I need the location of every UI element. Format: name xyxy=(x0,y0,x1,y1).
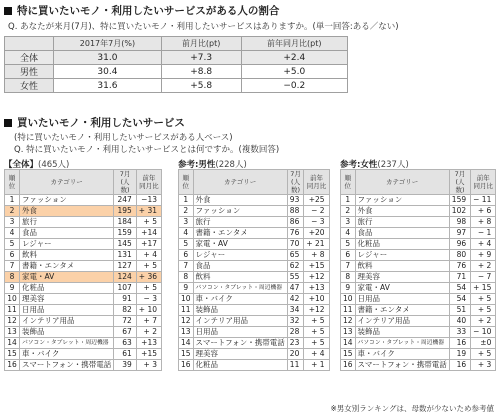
yoy-change: + 5 xyxy=(136,261,161,272)
rank-row xyxy=(5,206,162,217)
rank-row xyxy=(5,250,162,261)
footnote: ※男女別ランキングは、母数が少ないため参考値 xyxy=(330,404,494,413)
yoy-change: + 2 xyxy=(471,316,496,327)
rank-row xyxy=(341,294,496,305)
category-name: 家電・AV xyxy=(20,272,114,283)
rank-row xyxy=(179,327,330,338)
category-name: 食品 xyxy=(355,228,449,239)
people-count: 82 xyxy=(114,305,137,316)
yoy-change: −13 xyxy=(136,195,161,206)
rank-header-rank: 順位 xyxy=(5,170,20,195)
rank-number: 14 xyxy=(341,338,356,349)
rank-number: 16 xyxy=(5,360,20,371)
category-name: 装飾品 xyxy=(20,327,114,338)
summary-row: 女性 31.6 +5.8 −0.2 xyxy=(5,79,348,93)
yoy-change: + 8 xyxy=(471,217,496,228)
rank-row xyxy=(179,250,330,261)
rank-title-female: 参考:女性(237人) xyxy=(340,160,409,170)
rank-row xyxy=(341,195,496,206)
category-name: 書籍・エンタメ xyxy=(193,228,287,239)
yoy-change: − 3 xyxy=(304,217,329,228)
yoy-change: + 4 xyxy=(304,349,329,360)
yoy-change: + 6 xyxy=(471,206,496,217)
rank-row xyxy=(341,272,496,283)
yoy-change: + 3 xyxy=(471,360,496,371)
people-count: 34 xyxy=(287,305,304,316)
category-name: 飲料 xyxy=(193,272,287,283)
rank-row xyxy=(341,239,496,250)
rank-header-people: 7月 (人数) xyxy=(287,170,304,195)
ranking-table-overall xyxy=(4,169,162,371)
rank-row xyxy=(5,228,162,239)
rank-number: 1 xyxy=(341,195,356,206)
rank-row xyxy=(5,327,162,338)
yoy-change: + 2 xyxy=(471,261,496,272)
rank-number: 3 xyxy=(5,217,20,228)
people-count: 131 xyxy=(114,250,137,261)
rank-number: 12 xyxy=(5,316,20,327)
category-name: パソコン・タブレット・周辺機器 xyxy=(355,338,449,349)
rank-header-category: カテゴリー xyxy=(20,170,114,195)
people-count: 65 xyxy=(287,250,304,261)
rank-header-change: 前年 同月比 xyxy=(136,170,161,195)
yoy-change: − 7 xyxy=(471,272,496,283)
yoy-change: + 5 xyxy=(304,338,329,349)
question-text: Q. あなたが来月(7月)、特に買いたいモノ・利用したいサービスはありますか。(単一回答:ある／ない) xyxy=(8,22,399,32)
rank-row xyxy=(341,338,496,349)
people-count: 23 xyxy=(287,338,304,349)
category-name: 書籍・エンタメ xyxy=(355,305,449,316)
people-count: 16 xyxy=(449,338,470,349)
rank-row xyxy=(5,305,162,316)
rank-number: 10 xyxy=(179,294,194,305)
rank-number: 7 xyxy=(5,261,20,272)
summary-row: 全体 31.0 +7.3 +2.4 xyxy=(5,51,348,65)
people-count: 54 xyxy=(449,294,470,305)
rank-number: 5 xyxy=(5,239,20,250)
category-name: 旅行 xyxy=(20,217,114,228)
rank-title-overall: 【全体】(465人) xyxy=(4,160,70,170)
rank-number: 10 xyxy=(341,294,356,305)
yoy-change: + 5 xyxy=(471,305,496,316)
yoy-change: − 3 xyxy=(136,294,161,305)
people-count: 40 xyxy=(449,316,470,327)
yoy-change: + 9 xyxy=(471,250,496,261)
category-name: 車・バイク xyxy=(355,349,449,360)
yoy-change: +20 xyxy=(304,228,329,239)
rank-row xyxy=(179,305,330,316)
yoy-change: + 36 xyxy=(136,272,161,283)
section-title-ratio: 特に買いたいモノ・利用したいサービスがある人の割合 xyxy=(4,3,279,18)
yoy-change: − 10 xyxy=(471,327,496,338)
yoy-change: + 5 xyxy=(471,349,496,360)
rank-header-category: カテゴリー xyxy=(193,170,287,195)
rank-number: 4 xyxy=(179,228,194,239)
category-name: スマートフォン・携帯電話 xyxy=(20,360,114,371)
rank-number: 8 xyxy=(341,272,356,283)
people-count: 159 xyxy=(449,195,470,206)
people-count: 20 xyxy=(287,349,304,360)
rank-number: 4 xyxy=(341,228,356,239)
rank-row xyxy=(5,360,162,371)
rank-number: 12 xyxy=(179,316,194,327)
rank-header-people: 7月 (人数) xyxy=(114,170,137,195)
square-bullet-icon xyxy=(4,7,12,15)
rank-row xyxy=(5,217,162,228)
rank-number: 6 xyxy=(179,250,194,261)
rank-header-category: カテゴリー xyxy=(355,170,449,195)
rank-row xyxy=(341,349,496,360)
summary-header xyxy=(5,37,54,51)
category-name: 家電・AV xyxy=(193,239,287,250)
category-name: ファッション xyxy=(20,195,114,206)
rank-number: 12 xyxy=(341,316,356,327)
section-title-items: 買いたいモノ・利用したいサービス xyxy=(4,115,185,130)
rank-row xyxy=(341,305,496,316)
yoy-change: + 5 xyxy=(471,294,496,305)
people-count: 55 xyxy=(287,272,304,283)
category-name: ファッション xyxy=(355,195,449,206)
rank-header-rank: 順位 xyxy=(341,170,356,195)
yoy-change: − 1 xyxy=(471,228,496,239)
yoy-change: + 4 xyxy=(471,239,496,250)
people-count: 16 xyxy=(449,360,470,371)
rank-row xyxy=(5,316,162,327)
yoy-change: + 10 xyxy=(136,305,161,316)
people-count: 102 xyxy=(449,206,470,217)
people-count: 98 xyxy=(449,217,470,228)
people-count: 70 xyxy=(287,239,304,250)
category-name: 食品 xyxy=(193,261,287,272)
rank-row xyxy=(179,206,330,217)
category-name: 理美容 xyxy=(355,272,449,283)
rank-number: 16 xyxy=(341,360,356,371)
people-count: 39 xyxy=(114,360,137,371)
summary-table xyxy=(4,36,348,93)
category-name: パソコン・タブレット・周辺機器 xyxy=(20,338,114,349)
people-count: 195 xyxy=(114,206,137,217)
people-count: 33 xyxy=(449,327,470,338)
rank-number: 13 xyxy=(179,327,194,338)
category-name: ファッション xyxy=(193,206,287,217)
yoy-change: +15 xyxy=(304,261,329,272)
rank-number: 8 xyxy=(179,272,194,283)
category-name: 食品 xyxy=(20,228,114,239)
rank-number: 10 xyxy=(5,294,20,305)
rank-row xyxy=(341,206,496,217)
rank-row xyxy=(179,228,330,239)
category-name: 外食 xyxy=(20,206,114,217)
people-count: 72 xyxy=(114,316,137,327)
rank-number: 11 xyxy=(179,305,194,316)
category-name: 車・バイク xyxy=(20,349,114,360)
rank-number: 7 xyxy=(179,261,194,272)
people-count: 76 xyxy=(287,228,304,239)
category-name: 日用品 xyxy=(355,294,449,305)
rank-number: 15 xyxy=(5,349,20,360)
rank-number: 11 xyxy=(5,305,20,316)
yoy-change: + 7 xyxy=(136,316,161,327)
yoy-change: +14 xyxy=(136,228,161,239)
rank-row xyxy=(179,294,330,305)
category-name: 理美容 xyxy=(193,349,287,360)
people-count: 145 xyxy=(114,239,137,250)
yoy-change: + 5 xyxy=(304,316,329,327)
people-count: 97 xyxy=(449,228,470,239)
yoy-change: + 8 xyxy=(304,250,329,261)
people-count: 247 xyxy=(114,195,137,206)
category-name: パソコン・タブレット・周辺機器 xyxy=(193,283,287,294)
rank-number: 15 xyxy=(179,349,194,360)
yoy-change: + 21 xyxy=(304,239,329,250)
people-count: 96 xyxy=(449,239,470,250)
people-count: 28 xyxy=(287,327,304,338)
rank-number: 6 xyxy=(5,250,20,261)
summary-row: 男性 30.4 +8.8 +5.0 xyxy=(5,65,348,79)
people-count: 11 xyxy=(287,360,304,371)
yoy-change: + 31 xyxy=(136,206,161,217)
rank-row xyxy=(341,283,496,294)
rank-header-rank: 順位 xyxy=(179,170,194,195)
rank-number: 6 xyxy=(341,250,356,261)
category-name: 化粧品 xyxy=(20,283,114,294)
summary-header: 2017年7月(%) xyxy=(54,37,162,51)
rank-number: 5 xyxy=(179,239,194,250)
rank-number: 5 xyxy=(341,239,356,250)
question-text-2: Q. 特に買いたいモノ・利用したいサービスとは何ですか。(複数回答) xyxy=(14,145,280,155)
rank-row xyxy=(179,349,330,360)
rank-row xyxy=(179,239,330,250)
people-count: 67 xyxy=(114,327,137,338)
rank-row xyxy=(341,261,496,272)
rank-row xyxy=(5,338,162,349)
rank-row xyxy=(179,195,330,206)
rank-row xyxy=(5,195,162,206)
people-count: 107 xyxy=(114,283,137,294)
people-count: 91 xyxy=(114,294,137,305)
category-name: レジャー xyxy=(193,250,287,261)
people-count: 86 xyxy=(287,217,304,228)
category-name: 旅行 xyxy=(355,217,449,228)
category-name: インテリア用品 xyxy=(355,316,449,327)
people-count: 32 xyxy=(287,316,304,327)
rank-row xyxy=(341,250,496,261)
category-name: 飲料 xyxy=(355,261,449,272)
rank-row xyxy=(179,217,330,228)
rank-number: 4 xyxy=(5,228,20,239)
yoy-change: +13 xyxy=(304,283,329,294)
ranking-table-female xyxy=(340,169,496,371)
people-count: 71 xyxy=(449,272,470,283)
rank-number: 1 xyxy=(179,195,194,206)
people-count: 184 xyxy=(114,217,137,228)
category-name: 理美容 xyxy=(20,294,114,305)
category-name: レジャー xyxy=(355,250,449,261)
yoy-change: − 2 xyxy=(304,206,329,217)
rank-number: 13 xyxy=(5,327,20,338)
rank-number: 15 xyxy=(341,349,356,360)
yoy-change: +25 xyxy=(304,195,329,206)
category-name: インテリア用品 xyxy=(193,316,287,327)
rank-number: 2 xyxy=(179,206,194,217)
rank-row xyxy=(341,316,496,327)
rank-number: 9 xyxy=(341,283,356,294)
base-note: (特に買いたいモノ・利用したいサービスがある人ベース) xyxy=(14,133,233,143)
yoy-change: +13 xyxy=(136,338,161,349)
category-name: 車・バイク xyxy=(193,294,287,305)
people-count: 76 xyxy=(449,261,470,272)
category-name: 外食 xyxy=(193,195,287,206)
category-name: スマートフォン・携帯電話 xyxy=(355,360,449,371)
yoy-change: + 15 xyxy=(471,283,496,294)
category-name: 家電・AV xyxy=(355,283,449,294)
category-name: 日用品 xyxy=(193,327,287,338)
rank-row xyxy=(5,239,162,250)
rank-number: 11 xyxy=(341,305,356,316)
category-name: 外食 xyxy=(355,206,449,217)
rank-row xyxy=(179,261,330,272)
yoy-change: ±0 xyxy=(471,338,496,349)
yoy-change: +10 xyxy=(304,294,329,305)
people-count: 47 xyxy=(287,283,304,294)
category-name: 化粧品 xyxy=(193,360,287,371)
category-name: 装飾品 xyxy=(355,327,449,338)
rank-number: 9 xyxy=(179,283,194,294)
rank-number: 2 xyxy=(5,206,20,217)
people-count: 159 xyxy=(114,228,137,239)
people-count: 54 xyxy=(449,283,470,294)
yoy-change: + 3 xyxy=(136,360,161,371)
yoy-change: +15 xyxy=(136,349,161,360)
category-name: 旅行 xyxy=(193,217,287,228)
yoy-change: − 11 xyxy=(471,195,496,206)
category-name: スマートフォン・携帯電話 xyxy=(193,338,287,349)
yoy-change: + 5 xyxy=(304,327,329,338)
people-count: 88 xyxy=(287,206,304,217)
rank-header-change: 前年 同月比 xyxy=(304,170,329,195)
square-bullet-icon xyxy=(4,119,12,127)
rank-row xyxy=(341,217,496,228)
summary-header: 前月比(pt) xyxy=(161,37,241,51)
rank-row xyxy=(179,360,330,371)
people-count: 51 xyxy=(449,305,470,316)
rank-number: 14 xyxy=(5,338,20,349)
rank-number: 3 xyxy=(341,217,356,228)
yoy-change: + 5 xyxy=(136,283,161,294)
rank-number: 7 xyxy=(341,261,356,272)
yoy-change: + 1 xyxy=(304,360,329,371)
rank-row xyxy=(341,228,496,239)
rank-row xyxy=(179,338,330,349)
people-count: 127 xyxy=(114,261,137,272)
people-count: 63 xyxy=(114,338,137,349)
rank-number: 13 xyxy=(341,327,356,338)
rank-header-people: 7月 (人数) xyxy=(449,170,470,195)
yoy-change: + 4 xyxy=(136,250,161,261)
yoy-change: +12 xyxy=(304,305,329,316)
people-count: 124 xyxy=(114,272,137,283)
rank-row xyxy=(5,294,162,305)
ranking-table-male xyxy=(178,169,330,371)
rank-row xyxy=(5,283,162,294)
people-count: 19 xyxy=(449,349,470,360)
rank-number: 16 xyxy=(179,360,194,371)
people-count: 42 xyxy=(287,294,304,305)
rank-number: 8 xyxy=(5,272,20,283)
people-count: 61 xyxy=(114,349,137,360)
rank-number: 1 xyxy=(5,195,20,206)
rank-number: 3 xyxy=(179,217,194,228)
yoy-change: +17 xyxy=(136,239,161,250)
people-count: 93 xyxy=(287,195,304,206)
rank-row xyxy=(341,360,496,371)
yoy-change: + 5 xyxy=(136,217,161,228)
rank-row xyxy=(341,327,496,338)
summary-header: 前年同月比(pt) xyxy=(241,37,348,51)
yoy-change: +12 xyxy=(304,272,329,283)
rank-number: 14 xyxy=(179,338,194,349)
people-count: 80 xyxy=(449,250,470,261)
yoy-change: + 2 xyxy=(136,327,161,338)
rank-row xyxy=(179,316,330,327)
rank-number: 9 xyxy=(5,283,20,294)
rank-row xyxy=(179,283,330,294)
category-name: 書籍・エンタメ xyxy=(20,261,114,272)
rank-row xyxy=(5,272,162,283)
people-count: 62 xyxy=(287,261,304,272)
rank-header-change: 前年 同月比 xyxy=(471,170,496,195)
category-name: 日用品 xyxy=(20,305,114,316)
rank-title-male: 参考:男性(228人) xyxy=(178,160,247,170)
category-name: 飲料 xyxy=(20,250,114,261)
rank-row xyxy=(179,272,330,283)
rank-row xyxy=(5,349,162,360)
category-name: 装飾品 xyxy=(193,305,287,316)
category-name: レジャー xyxy=(20,239,114,250)
category-name: インテリア用品 xyxy=(20,316,114,327)
category-name: 化粧品 xyxy=(355,239,449,250)
rank-row xyxy=(5,261,162,272)
rank-number: 2 xyxy=(341,206,356,217)
